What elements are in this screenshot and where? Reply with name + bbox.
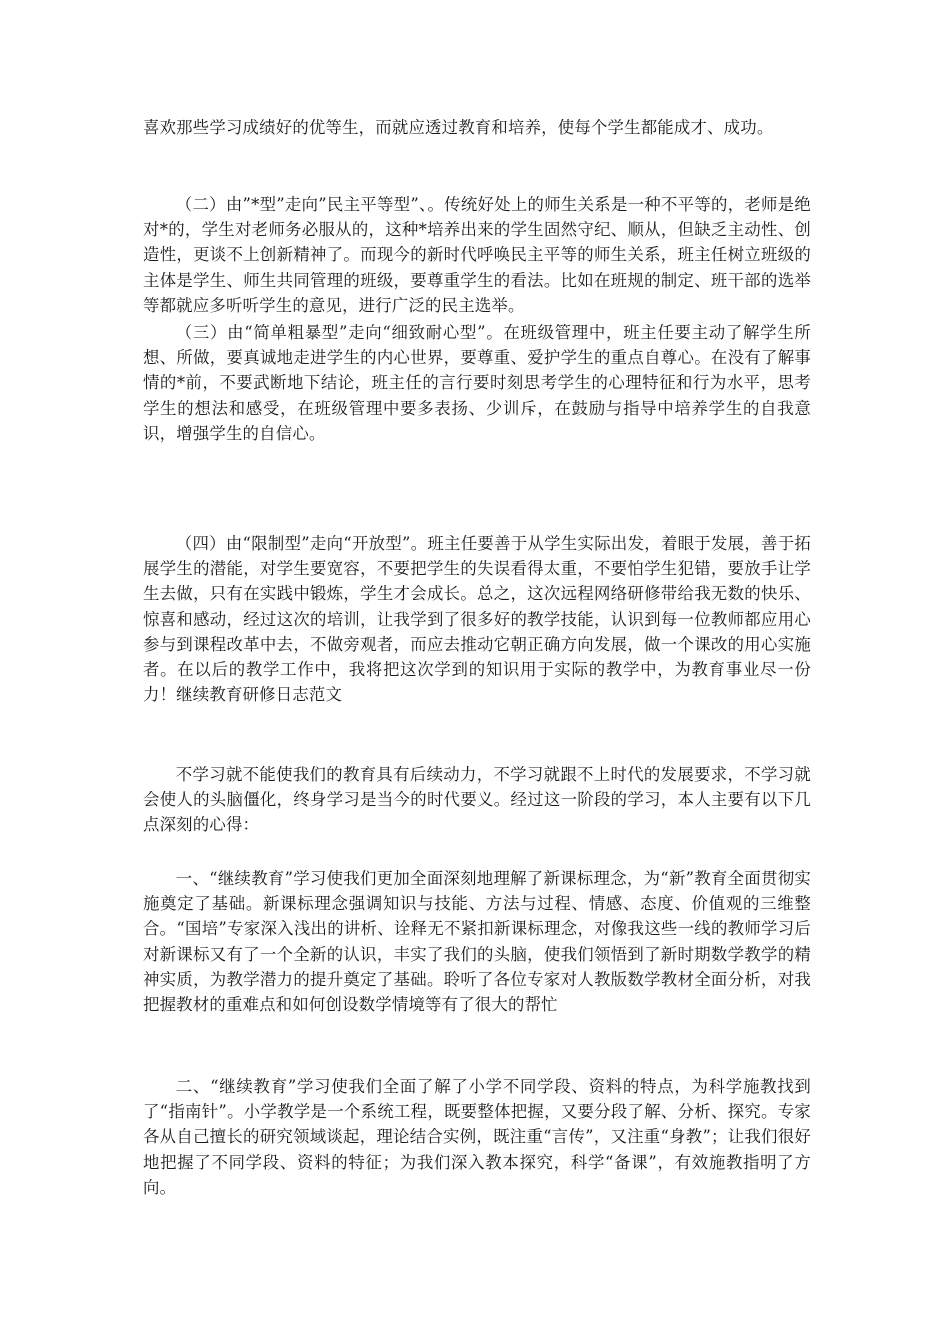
- paragraph-section-four: （四）由“限制型”走向“开放型”。班主任要善于从学生实际出发，着眼于发展，善于拓展学生的潜能，对学生要宽容，不要把学生的失误看得太重，不要怕学生犯错，要放手让学生去做，只有在实践中锻炼，学生才会成长。总之，这次远程网络研修带给我无数的快乐、惊喜和感动，经过这次的培训，让我学到了很多好的教学技能，认识到每一位教师都应用心参与到课程改革中去，不做旁观者，而应去推动它朝正确方向发展，做一个课改的用心实施者。在以后的教学工作中，我将把这次学到的知识用于实际的教学中，为教育事业尽一份力！继续教育研修日志范文: [143, 534, 811, 705]
- paragraph-section-three: （三）由“简单粗暴型”走向“细致耐心型”。在班级管理中，班主任要主动了解学生所想、所做，要真诚地走进学生的内心世界，要尊重、爱护学生的重点自尊心。在没有了解事情的*前，不要武断地下结论，班主任的言行要时刻思考学生的心理特征和行为水平，思考学生的想法和感受，在班级管理中要多表扬、少训斥，在鼓励与指导中培养学生的自我意识，增强学生的自信心。: [143, 323, 811, 443]
- paragraph-point-one: 一、“继续教育”学习使我们更加全面深刻地理解了新课标理念，为“新”教育全面贯彻实施奠定了基础。新课标理念强调知识与技能、方法与过程、情感、态度、价值观的三维整合。“国培”专家深入浅出的讲析、诠释无不紧扣新课标理念，对像我这些一线的教师学习后对新课标又有了一个全新的认识，丰实了我们的头脑，使我们领悟到了新时期数学教学的精神实质，为教学潜力的提升奠定了基础。聆听了各位专家对人教版数学教材全面分析，对我把握教材的重难点和如何创设数学情境等有了很大的帮忙: [143, 869, 811, 1015]
- paragraph-point-two: 二、“继续教育”学习使我们全面了解了小学不同学段、资料的特点，为科学施教找到了“指南针”。小学教学是一个系统工程，既要整体把握，又要分段了解、分析、探究。专家各从自己擅长的研究领域谈起，理论结合实例，既注重“言传”，又注重“身教”；让我们很好地把握了不同学段、资料的特征；为我们深入教本探究，科学“备课”，有效施教指明了方向。: [143, 1077, 811, 1197]
- paragraph-section-two: （二）由”*型”走向”民主平等型”、。传统好处上的师生关系是一种不平等的，老师是绝对*的，学生对老师务必服从的，这种*培养出来的学生固然守纪、顺从，但缺乏主动性、创造性，更谈不上创新精神了。而现今的新时代呼唤民主平等的师生关系，班主任树立班级的主体是学生、师生共同管理的班级，要尊重学生的看法。比如在班规的制定、班干部的选举等都就应多听听学生的意见，进行广泛的民主选举。: [143, 195, 811, 315]
- paragraph-intro: 不学习就不能使我们的教育具有后续动力，不学习就跟不上时代的发展要求，不学习就会使人的头脑僵化，终身学习是当今的时代要义。经过这一阶段的学习，本人主要有以下几点深刻的心得：: [143, 765, 811, 835]
- paragraph-continuation: 喜欢那些学习成绩好的优等生，而就应透过教育和培养，使每个学生都能成才、成功。: [143, 118, 774, 137]
